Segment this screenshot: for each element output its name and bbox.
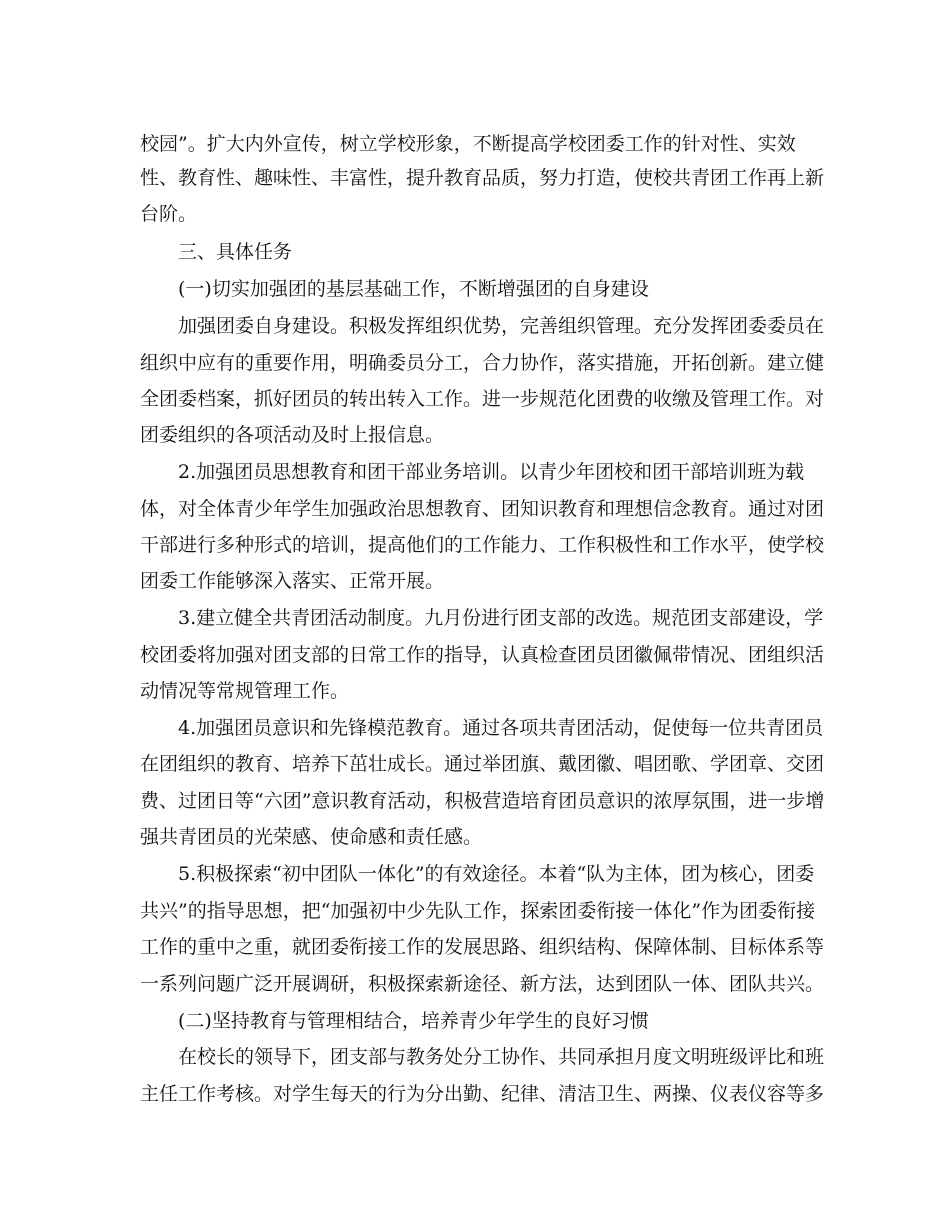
text-line: 强共青团员的光荣感、使命感和责任感。 (140, 826, 483, 848)
text-line: 在团组织的教育、培养下茁壮成长。通过举团旗、戴团徽、唱团歌、学团章、交团 (140, 753, 825, 775)
text-line: 3.建立健全共青团活动制度。九月份进行团支部的改选。规范团支部建设，学 (178, 607, 824, 629)
text-line: 性、教育性、趣味性、丰富性，提升教育品质，努力打造，使校共青团工作再上新 (140, 167, 825, 189)
text-line: 一系列问题广泛开展调研，积极探索新途径、新方法，达到团队一体、团队共兴。 (140, 973, 825, 995)
text-line: 动情况等常规管理工作。 (140, 680, 350, 702)
text-line: 加强团委自身建设。积极发挥组织优势，完善组织管理。充分发挥团委委员在 (178, 315, 825, 337)
text-line: 校园”。扩大内外宣传，树立学校形象，不断提高学校团委工作的针对性、实效 (140, 133, 796, 155)
subsection-heading: (一)切实加强团的基层基础工作，不断增强团的自身建设 (178, 278, 649, 300)
text-line: 主任工作考核。对学生每天的行为分出勤、纪律、清洁卫生、两操、仪表仪容等多 (140, 1083, 825, 1105)
text-line: 全团委档案，抓好团员的转出转入工作。进一步规范化团费的收缴及管理工作。对 (140, 388, 825, 410)
text-line: 5.积极探索“初中团队一体化”的有效途径。本着“队为主体，团为核心，团委 (178, 863, 815, 885)
text-line: 工作的重中之重，就团委衔接工作的发展思路、组织结构、保障体制、目标体系等 (140, 936, 825, 958)
text-line: 4.加强团员意识和先锋模范教育。通过各项共青团活动，促使每一位共青团员 (178, 717, 824, 739)
text-line: 台阶。 (140, 203, 198, 225)
text-line: 费、过团日等“六团”意识教育活动，积极营造培育团员意识的浓厚氛围，进一步增 (140, 790, 825, 812)
text-line: 干部进行多种形式的培训，提高他们的工作能力、工作积极性和工作水平，使学校 (140, 534, 825, 556)
text-line: 在校长的领导下，团支部与教务处分工协作、共同承担月度文明班级评比和班 (178, 1046, 825, 1068)
text-line: 共兴”的指导思想，把“加强初中少先队工作，探索团委衔接一体化”作为团委衔接 (140, 900, 816, 922)
text-line: 团委组织的各项活动及时上报信息。 (140, 424, 445, 446)
text-line: 体，对全体青少年学生加强政治思想教育、团知识教育和理想信念教育。通过对团 (140, 498, 825, 520)
text-line: 校团委将加强对团支部的日常工作的指导，认真检查团员团徽佩带情况、团组织活 (140, 644, 825, 666)
subsection-heading: (二)坚持教育与管理相结合，培养青少年学生的良好习惯 (178, 1010, 649, 1032)
section-heading: 三、具体任务 (178, 241, 293, 263)
text-line: 2.加强团员思想教育和团干部业务培训。以青少年团校和团干部培训班为载 (178, 461, 805, 483)
text-line: 团委工作能够深入落实、正常开展。 (140, 570, 445, 592)
text-line: 组织中应有的重要作用，明确委员分工，合力协作，落实措施，开拓创新。建立健 (140, 352, 825, 374)
